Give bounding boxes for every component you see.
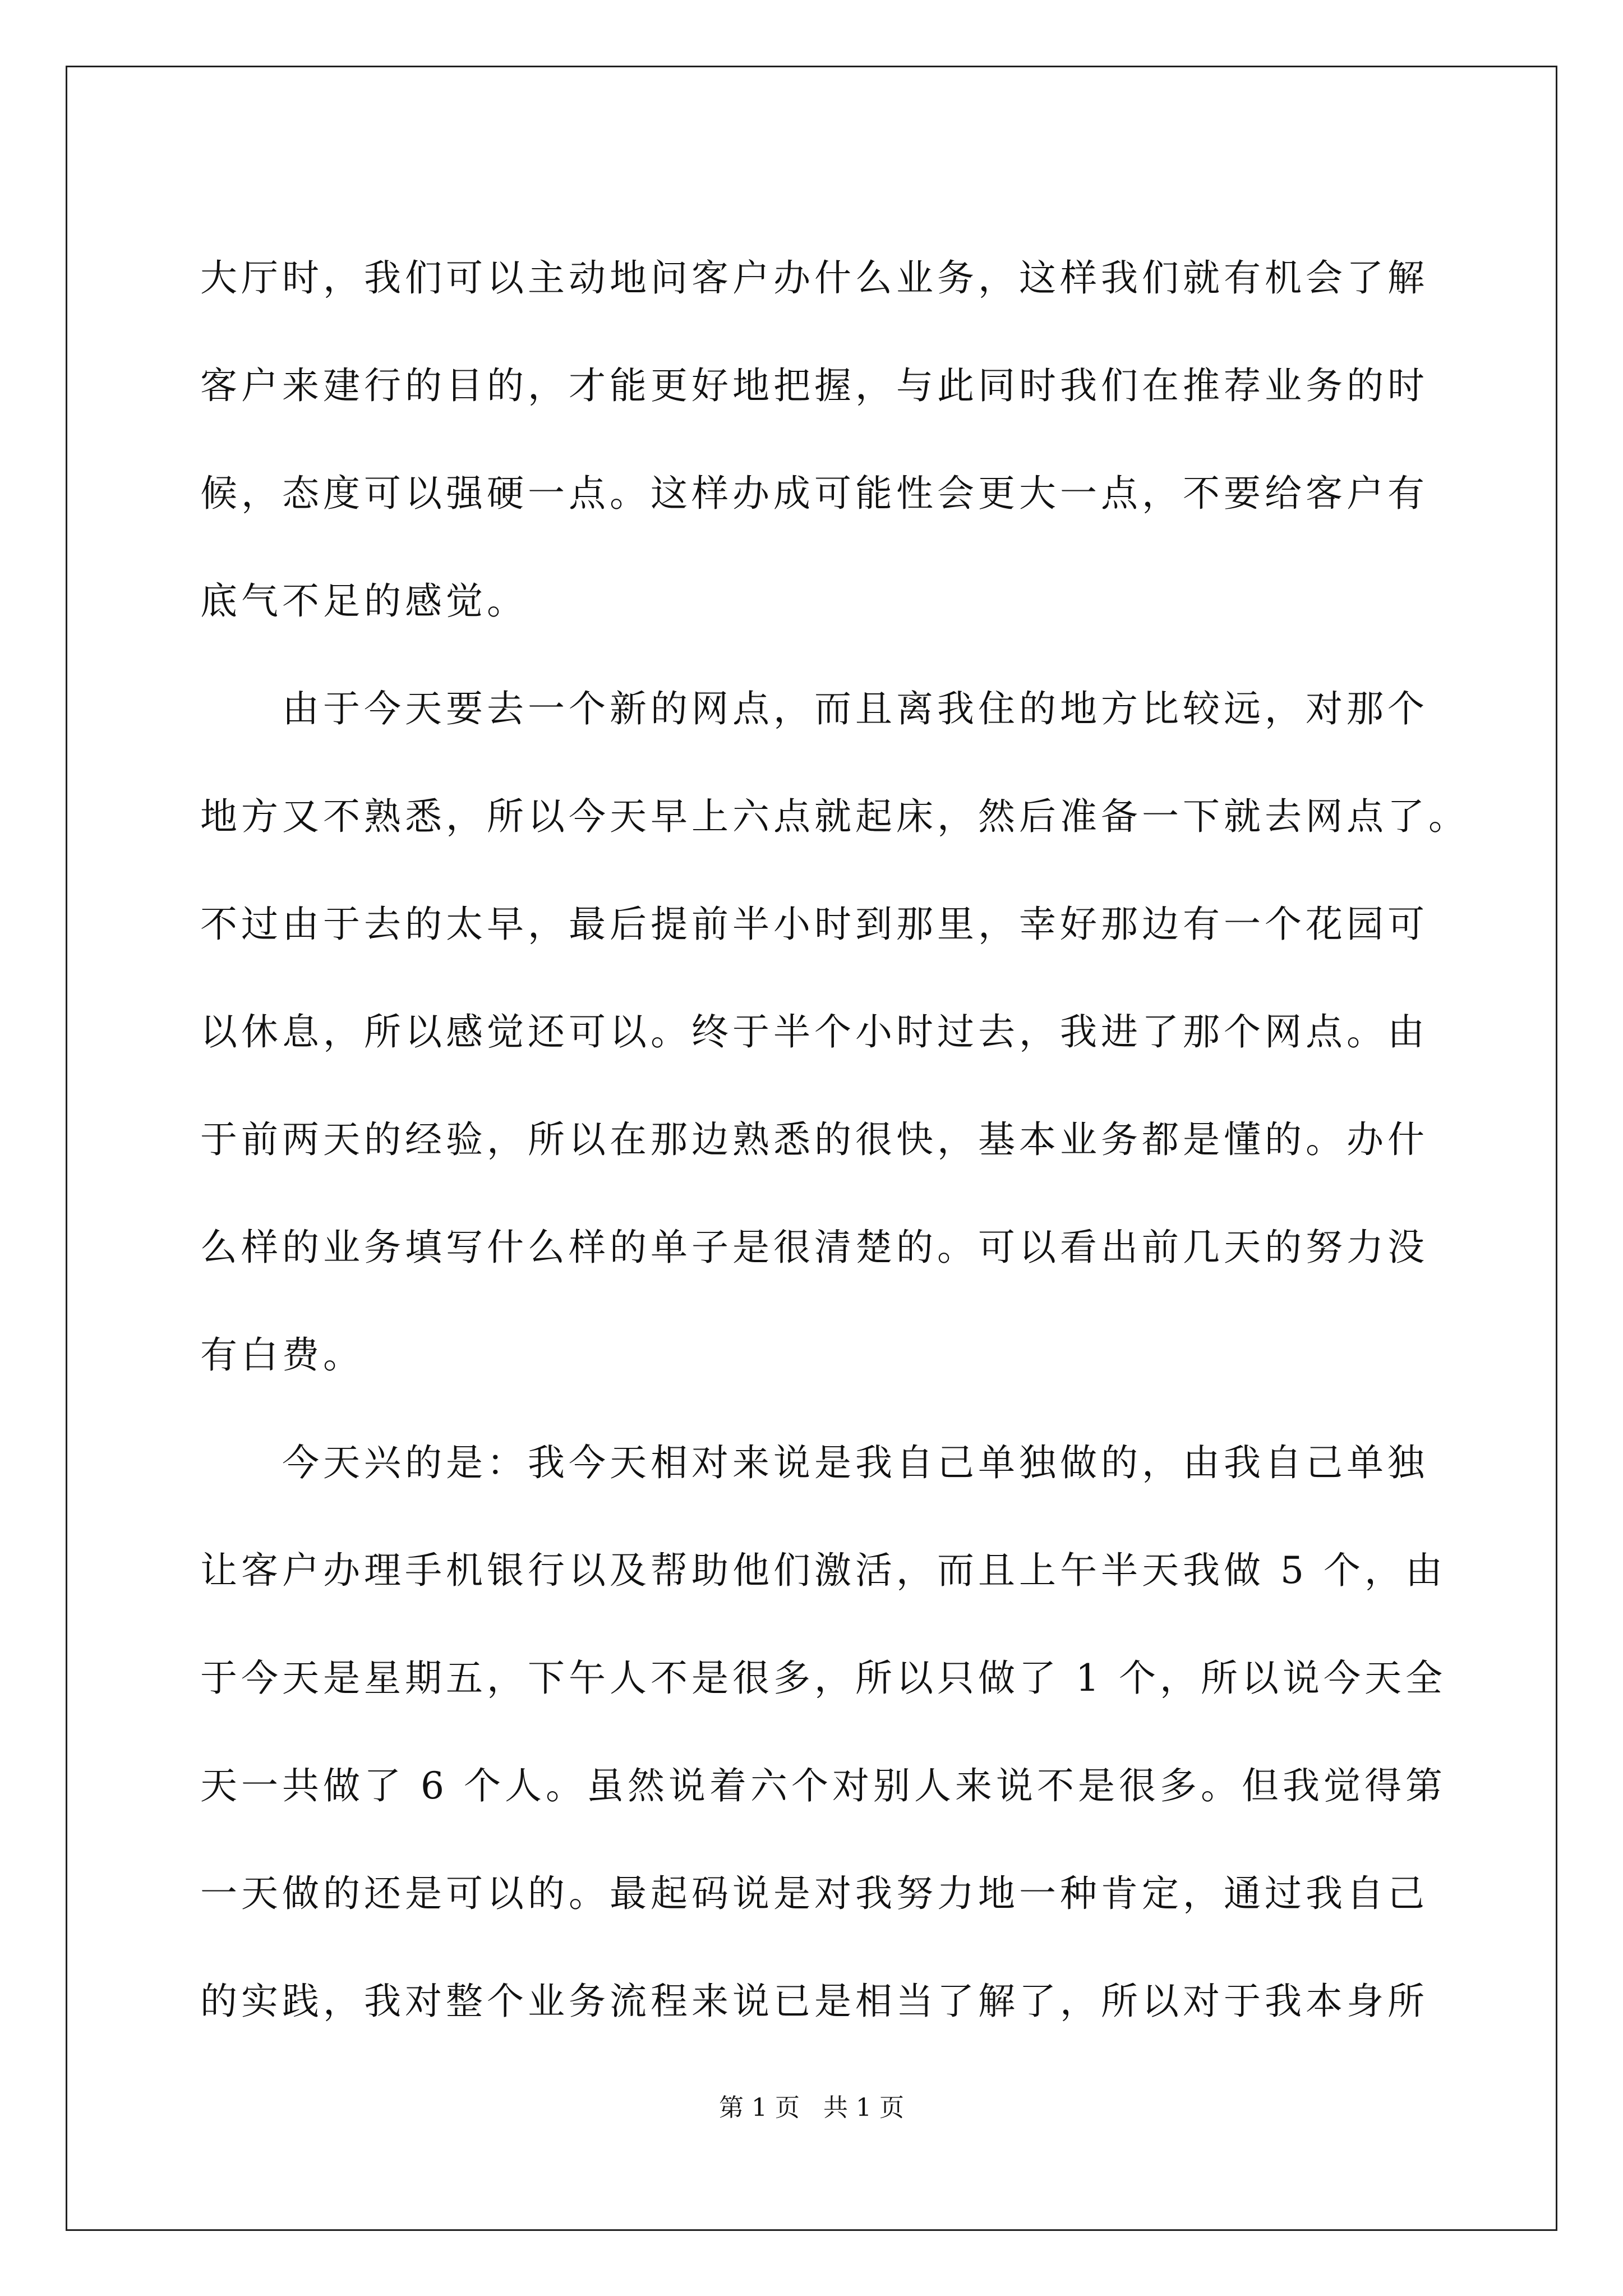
- text-line: 让客户办理手机银行以及帮助他们激活，而且上午半天我做 5 个，由: [200, 1549, 1446, 1592]
- text-line: 今天兴的是：我今天相对来说是我自己单独做的，由我自己单独: [282, 1441, 1428, 1484]
- text-line: 于今天是星期五，下午人不是很多，所以只做了 1 个，所以说今天全: [200, 1657, 1446, 1700]
- text-line: 有白费。: [200, 1333, 364, 1377]
- text-line: 底气不足的感觉。: [200, 579, 528, 623]
- text-line: 的实践，我对整个业务流程来说已是相当了解了，所以对于我本身所: [200, 1980, 1428, 2023]
- paragraph: [200, 1409, 1446, 2055]
- document-body: [200, 224, 1469, 2055]
- text-line: 以休息，所以感觉还可以。终于半个小时过去，我进了那个网点。由: [200, 1010, 1428, 1053]
- text-line: 候，态度可以强硬一点。这样办成可能性会更大一点，不要给客户有: [200, 472, 1428, 515]
- text-line: 不过由于去的太早，最后提前半小时到那里，幸好那边有一个花园可: [200, 903, 1428, 946]
- text-line: 地方又不熟悉，所以今天早上六点就起床，然后准备一下就去网点了。: [200, 795, 1469, 838]
- text-line: 于前两天的经验，所以在那边熟悉的很快，基本业务都是懂的。办什: [200, 1118, 1428, 1161]
- page-footer: 第 1 页 共 1 页: [719, 2093, 904, 2122]
- text-line: 大厅时，我们可以主动地问客户办什么业务，这样我们就有机会了解: [200, 256, 1428, 300]
- text-line: 由于今天要去一个新的网点，而且离我住的地方比较远，对那个: [282, 687, 1428, 730]
- text-line: 一天做的还是可以的。最起码说是对我努力地一种肯定，通过我自己: [200, 1872, 1428, 1915]
- text-line: 天一共做了 6 个人。虽然说着六个对别人来说不是很多。但我觉得第: [200, 1764, 1446, 1807]
- paragraph: [200, 655, 1469, 1409]
- text-line: 么样的业务填写什么样的单子是很清楚的。可以看出前几天的努力没: [200, 1226, 1428, 1269]
- text-line: 客户来建行的目的，才能更好地把握，与此同时我们在推荐业务的时: [200, 364, 1428, 407]
- paragraph: [200, 224, 1434, 655]
